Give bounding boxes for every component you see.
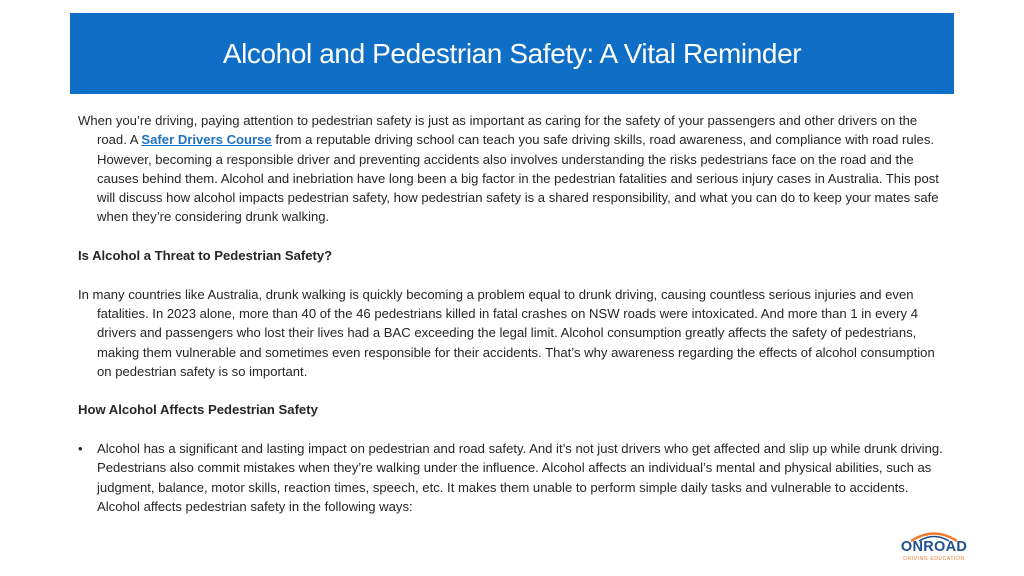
logo-tagline: DRIVING EDUCATION	[903, 556, 965, 562]
bullet-text: Alcohol has a significant and lasting impact on pedestrian and road safety. And it’s not just drivers who get affected and slip up while drunk driving. Pedestrians also commit mistakes when they’re walking under the influence. Alcohol affects an individual’s mental and physical abilities, such as judgment, balance, motor skills, reaction times, speech, etc. It makes them unable to perform simple daily tasks and vulnerable to accidents. Alcohol affects pedestrian safety in the following ways:	[97, 441, 943, 514]
intro-paragraph	[78, 111, 948, 227]
bullet-marker: •	[78, 441, 83, 457]
safer-drivers-course-link[interactable]: Safer Drivers Course	[141, 132, 272, 148]
section-heading-threat: Is Alcohol a Threat to Pedestrian Safety?	[78, 248, 333, 264]
bullet-item	[78, 439, 948, 516]
logo-wordmark: ONROAD	[900, 539, 968, 555]
title-banner	[70, 13, 954, 94]
onroad-logo	[897, 530, 971, 566]
spacer	[78, 381, 948, 400]
spacer	[78, 265, 948, 284]
slide-content	[78, 111, 948, 516]
spacer	[78, 227, 948, 246]
slide-title: Alcohol and Pedestrian Safety: A Vital Reminder	[222, 37, 802, 69]
threat-paragraph: In many countries like Australia, drunk walking is quickly becoming a problem equal to drunk driving, causing countless serious injuries and even fatalities. In 2023 alone, more than 40 of the 46 pedestrians killed in fatal crashes on NSW roads were intoxicated. And more than 1 in every 4 drivers and passengers who lost their lives had a BAC exceeding the legal limit. Alcohol consumption greatly affects the safety of pedestrians, making them vulnerable and sometimes even responsible for their accidents. That’s why awareness regarding the effects of alcohol consumption on pedestrian safety is so important.	[78, 286, 935, 379]
intro-text-end: from a reputable driving school can teach you safe driving skills, road awareness, and compliance with road rules. However, becoming a responsible driver and preventing accidents also involves understanding the risks pedestrians face on the road and the causes behind them. Alcohol and inebriation have long been a big factor in the pedestrian fatalities and serious injury cases in Australia. This post will discuss how alcohol impacts pedestrian safety, how pedestrian safety is a shared responsibility, and what you can do to keep your mates safe when they’re considering drunk walking.	[97, 132, 939, 225]
intro-text-start: When you’re driving, paying attention to pedestrian safety is just as important as caring for the safety of your passengers and other drivers on the road. A	[78, 113, 918, 148]
section-heading-effects: How Alcohol Affects Pedestrian Safety	[78, 402, 318, 418]
spacer	[78, 420, 948, 439]
